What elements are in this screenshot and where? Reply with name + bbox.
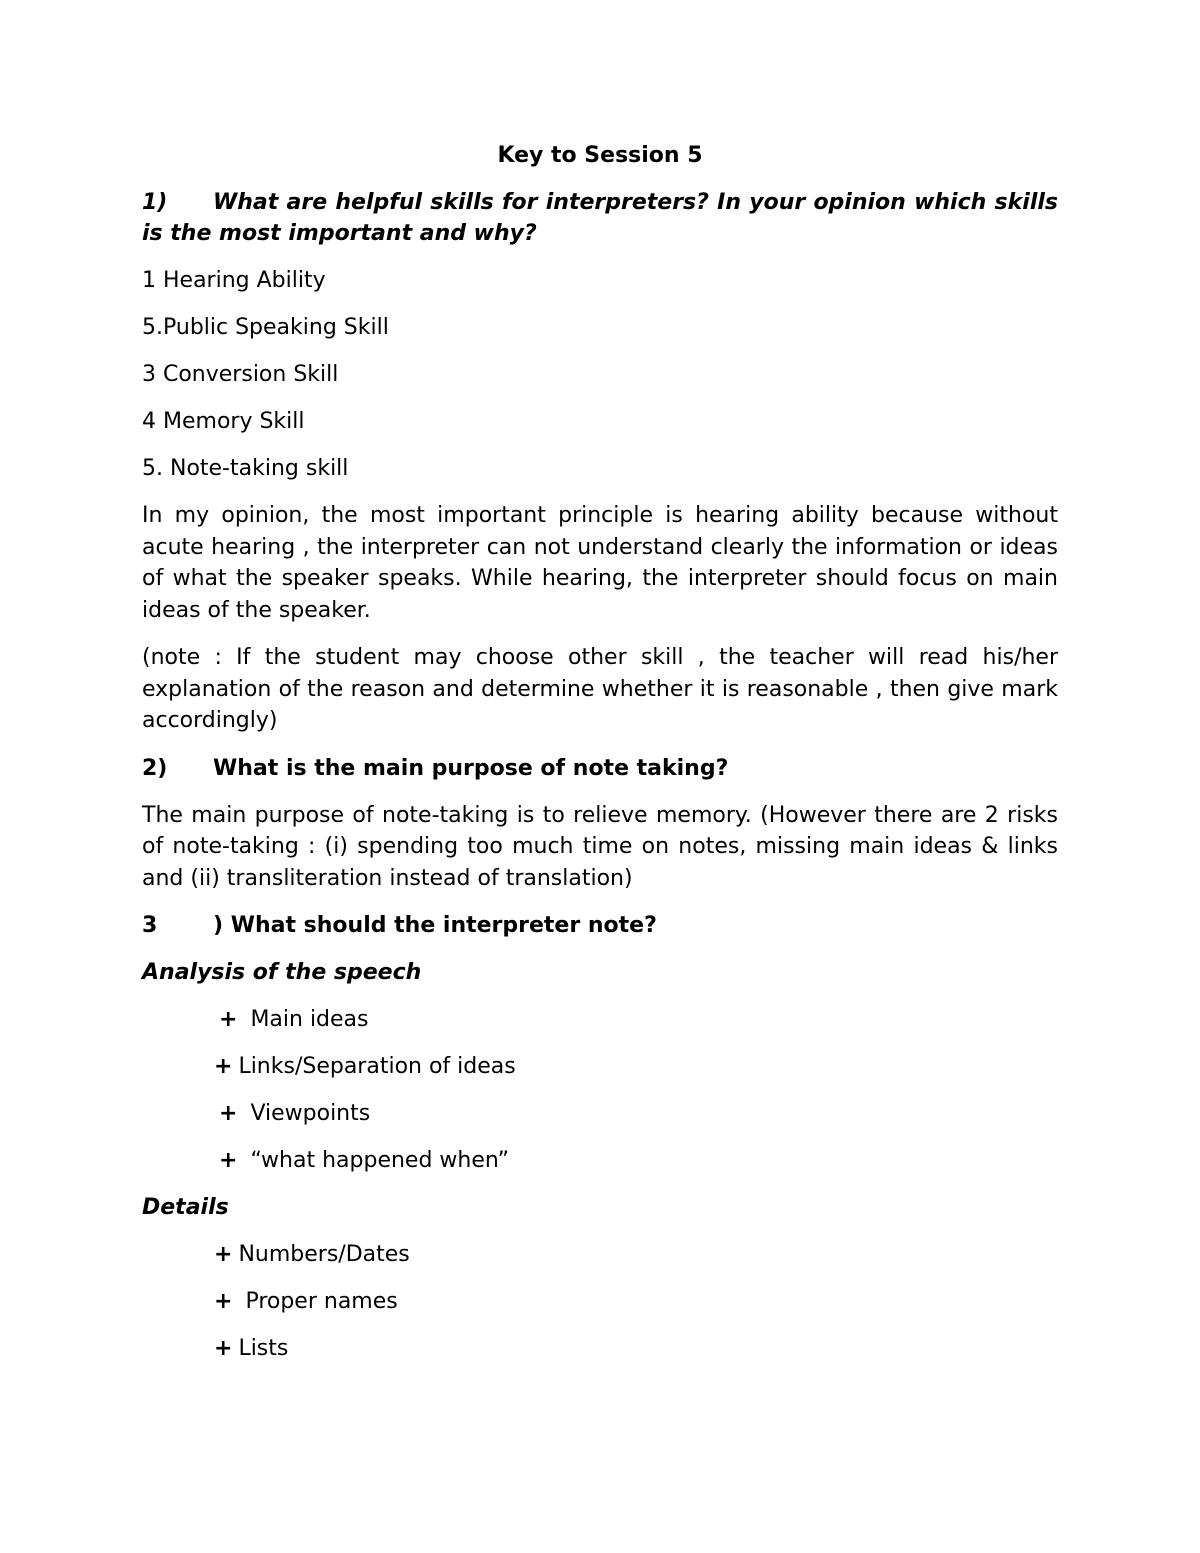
skill-item: 3 Conversion Skill xyxy=(142,362,339,387)
question-2-text: What is the main purpose of note taking? xyxy=(213,755,729,781)
analysis-item xyxy=(142,1098,1058,1129)
details-item-text: Proper names xyxy=(245,1289,398,1314)
opinion-paragraph: In my opinion, the most important principle is hearing ability because without acute hearing , the interpreter can not understand clearly the information or ideas of what the speaker speaks. While hearing, the interpreter should focus on main ideas of the speaker. xyxy=(142,503,1058,623)
analysis-item xyxy=(142,1051,1058,1082)
analysis-heading: Analysis of the speech xyxy=(142,960,422,985)
analysis-item-text: Main ideas xyxy=(250,1007,369,1032)
skill-item: 5.Public Speaking Skill xyxy=(142,315,389,340)
plus-icon: + xyxy=(219,1007,238,1032)
details-item-text: Numbers/Dates xyxy=(238,1242,410,1267)
note-paragraph: (note : If the student may choose other skill , the teacher will read his/her explanation of the reason and determine whether it is reasonable , then give mark accordingly) xyxy=(142,645,1058,733)
question-2-answer: The main purpose of note-taking is to relieve memory. (However there are 2 risks of note-taking : (i) spending too much time on notes, missing main ideas & links and (ii) transliteration instead of translation) xyxy=(142,802,1058,891)
question-3-text: ) What should the interpreter note? xyxy=(213,913,657,938)
question-1-text: What are helpful skills for interpreters? In your opinion which skills is the most important and why? xyxy=(142,190,1058,246)
document-page xyxy=(142,140,1058,1380)
plus-icon: + xyxy=(214,1054,233,1079)
plus-icon: + xyxy=(219,1148,238,1173)
details-item xyxy=(142,1286,1058,1317)
details-item xyxy=(142,1239,1058,1270)
question-1 xyxy=(142,187,1058,249)
page-title: Key to Session 5 xyxy=(497,143,703,168)
analysis-item xyxy=(142,1004,1058,1035)
analysis-item-text: Viewpoints xyxy=(250,1101,371,1126)
plus-icon: + xyxy=(219,1101,238,1126)
question-2 xyxy=(142,753,1058,784)
skill-item: 4 Memory Skill xyxy=(142,409,305,434)
plus-icon: + xyxy=(214,1289,233,1314)
analysis-item xyxy=(142,1145,1058,1176)
question-2-number: 2) xyxy=(142,755,168,781)
question-1-number: 1) xyxy=(142,190,168,215)
analysis-item-text: Links/Separation of ideas xyxy=(238,1054,516,1079)
details-item-text: Lists xyxy=(238,1336,289,1361)
plus-icon: + xyxy=(214,1242,233,1267)
analysis-item-text: “what happened when” xyxy=(250,1148,510,1173)
plus-icon: + xyxy=(214,1336,233,1361)
skill-item: 1 Hearing Ability xyxy=(142,268,326,293)
question-3 xyxy=(142,910,1058,941)
details-heading: Details xyxy=(142,1195,229,1220)
details-item xyxy=(142,1333,1058,1364)
question-3-number: 3 xyxy=(142,913,158,938)
skill-item: 5. Note-taking skill xyxy=(142,456,349,481)
